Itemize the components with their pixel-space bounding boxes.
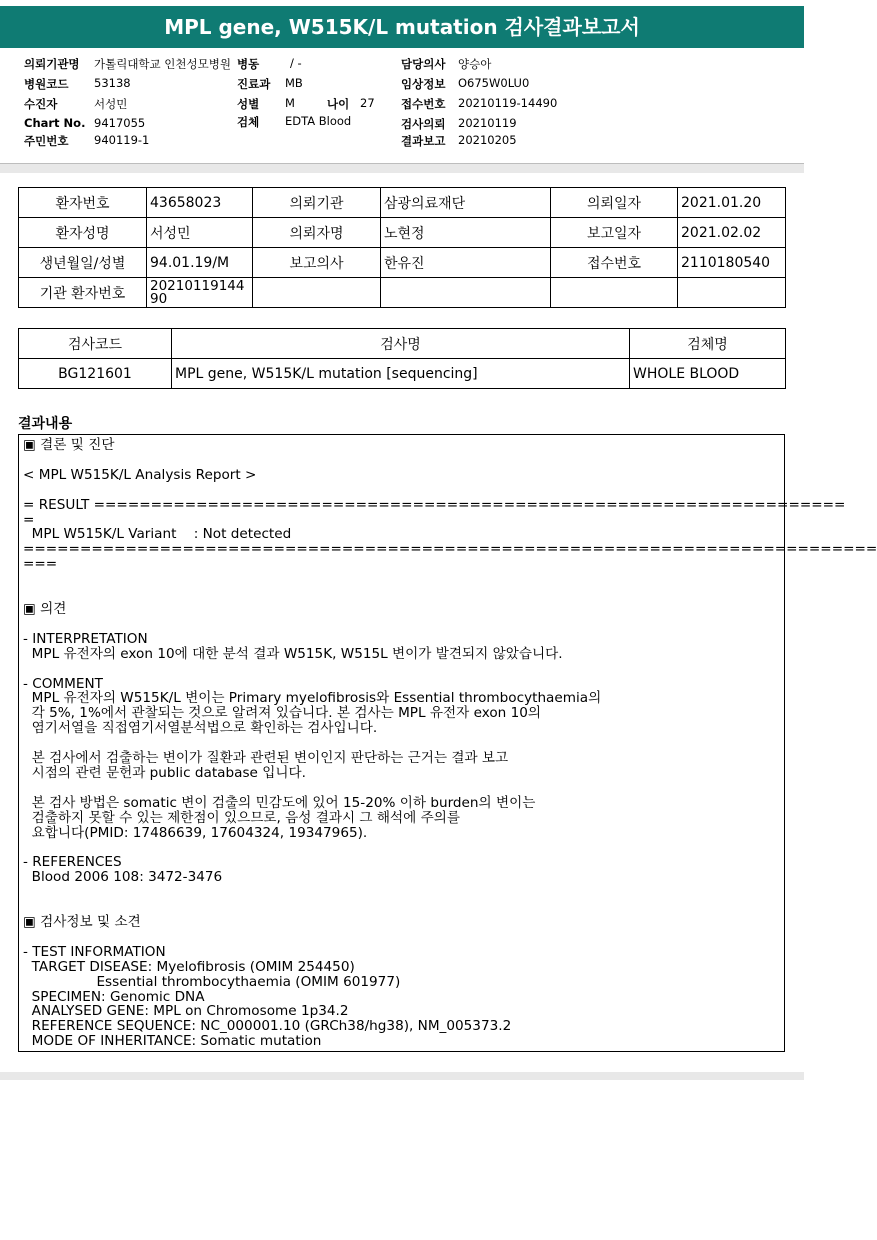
- patient-name-label: 환자성명: [19, 218, 147, 248]
- report-meta: [0, 52, 804, 164]
- rrn-value: 940119-1: [94, 133, 150, 147]
- org-patient-no-label: 기관 환자번호: [19, 278, 147, 308]
- patient-no-value: 43658023: [147, 188, 253, 218]
- hospital-code-value: 53138: [94, 76, 131, 90]
- result-line: [23, 453, 877, 468]
- separator-band: [0, 164, 804, 173]
- receipt-value: 20210119-14490: [458, 96, 558, 110]
- result-line: MPL 유전자의 W515K/L 변이는 Primary myelofibrosis와 Essential thrombocythaemia의: [23, 690, 602, 707]
- dept-label: 진료과: [237, 77, 271, 91]
- accession-no-label: 접수번호: [551, 248, 678, 278]
- result-line: [23, 483, 877, 498]
- empty-cell: [381, 278, 551, 308]
- result-line: [23, 572, 877, 587]
- test-name-value: MPL gene, W515K/L mutation [sequencing]: [172, 359, 630, 389]
- birth-sex-label: 생년월일/성별: [19, 248, 147, 278]
- result-line: [23, 781, 877, 796]
- table-row: [19, 278, 786, 308]
- report-date-label: 결과보고: [401, 134, 446, 148]
- test-code-value: BG121601: [19, 359, 172, 389]
- request-date-label: 의뢰일자: [551, 188, 678, 218]
- result-line: 검출하지 못할 수 있는 제한점이 있으므로, 음성 결과시 그 해석에 주의를: [23, 809, 460, 826]
- result-line: [23, 885, 877, 900]
- result-line: ▣ 결론 및 진단: [23, 437, 115, 453]
- request-value: 20210119: [458, 116, 517, 130]
- result-line: 요합니다(PMID: 17486639, 17604324, 19347965).: [23, 824, 368, 841]
- table-row: [19, 359, 786, 389]
- result-line: [23, 587, 877, 602]
- request-date-value: 2021.01.20: [678, 188, 786, 218]
- result-line: =: [23, 511, 35, 528]
- result-line: TARGET DISEASE: Myelofibrosis (OMIM 254450): [23, 958, 355, 975]
- result-line: 염기서열을 직접염기서열분석법으로 확인하는 검사입니다.: [23, 720, 378, 737]
- sex-value: M: [285, 96, 295, 110]
- result-line: MODE OF INHERITANCE: Somatic mutation: [23, 1033, 322, 1050]
- patient-no-label: 환자번호: [19, 188, 147, 218]
- result-line: [23, 840, 877, 855]
- clinical-value: O675W0LU0: [458, 76, 530, 90]
- result-content-box: [18, 434, 877, 1052]
- result-line: ANALYSED GENE: MPL on Chromosome 1p34.2: [23, 1003, 349, 1020]
- result-line: ▣ 검사정보 및 소견: [23, 914, 141, 930]
- specimen-value: EDTA Blood: [285, 114, 352, 128]
- result-line: 본 검사에서 검출하는 변이가 질환과 관련된 변이인지 판단하는 근거는 결과 보고: [23, 750, 509, 767]
- specimen-name-value: WHOLE BLOOD: [630, 359, 786, 389]
- result-line: Essential thrombocythaemia (OMIM 601977): [23, 973, 401, 990]
- report-date-value: 2021.02.02: [678, 218, 786, 248]
- result-line: Blood 2006 108: 3472-3476: [23, 869, 223, 886]
- rrn-label: 주민번호: [24, 134, 69, 148]
- table-row: [19, 188, 786, 218]
- result-line: < MPL W515K/L Analysis Report >: [23, 466, 257, 483]
- result-line: [23, 662, 877, 677]
- result-line: ===========================================================================: [23, 541, 877, 558]
- specimen-label: 검체: [237, 115, 260, 129]
- org-patient-no-value: 2021011914490: [147, 278, 253, 308]
- patient-label: 수진자: [24, 97, 58, 111]
- clinical-label: 임상정보: [401, 77, 446, 91]
- requester-value: 노현정: [381, 218, 551, 248]
- result-line: [23, 930, 877, 945]
- report-date-value: 20210205: [458, 133, 517, 147]
- result-line: MPL 유전자의 exon 10에 대한 분석 결과 W515K, W515L 변이가 발견되지 않았습니다.: [23, 645, 563, 662]
- doctor-label: 담당의사: [401, 57, 446, 71]
- result-line: 본 검사 방법은 somatic 변이 검출의 민감도에 있어 15-20% 이하 burden의 변이는: [23, 794, 536, 811]
- table-row: [19, 248, 786, 278]
- requesting-org-label: 의뢰기관: [253, 188, 381, 218]
- result-line: [23, 617, 877, 632]
- age-label: 나이: [327, 97, 350, 111]
- result-line: ===: [23, 556, 58, 573]
- chart-label: Chart No.: [24, 116, 86, 130]
- requester-label: 의뢰자명: [253, 218, 381, 248]
- empty-cell: [253, 278, 381, 308]
- institution-label: 의뢰기관명: [24, 57, 80, 71]
- result-line: 각 5%, 1%에서 관찰되는 것으로 알려져 있습니다. 본 검사는 MPL 유전자 exon 10의: [23, 705, 542, 722]
- result-line: - INTERPRETATION: [23, 630, 148, 647]
- ward-label: 병동: [237, 57, 260, 71]
- accession-no-value: 2110180540: [678, 248, 786, 278]
- test-name-header: 검사명: [172, 329, 630, 359]
- result-line: - COMMENT: [23, 675, 103, 692]
- patient-info-table: [18, 187, 786, 308]
- birth-sex-value: 94.01.19/M: [147, 248, 253, 278]
- table-header-row: [19, 329, 786, 359]
- result-line: - TEST INFORMATION: [23, 943, 166, 960]
- footer-band: [0, 1072, 804, 1080]
- result-line: [23, 900, 877, 915]
- request-label: 검사의뢰: [401, 117, 446, 131]
- doctor-value: 양승아: [458, 57, 492, 71]
- report-date-label: 보고일자: [551, 218, 678, 248]
- hospital-code-label: 병원코드: [24, 77, 69, 91]
- specimen-name-header: 검체명: [630, 329, 786, 359]
- patient-name-value: 서성민: [147, 218, 253, 248]
- result-line: - REFERENCES: [23, 854, 122, 871]
- result-line: MPL W515K/L Variant : Not detected: [23, 526, 292, 543]
- test-info-table: [18, 328, 786, 389]
- dept-value: MB: [285, 76, 303, 90]
- result-line: = RESULT ==================================================================: [23, 496, 846, 513]
- chart-value: 9417055: [94, 116, 146, 130]
- result-line: 시점의 관련 문헌과 public database 입니다.: [23, 764, 306, 781]
- receipt-label: 접수번호: [401, 97, 446, 111]
- result-heading: 결과내용: [18, 416, 73, 432]
- patient-value: 서성민: [94, 97, 128, 111]
- reporting-doctor-value: 한유진: [381, 248, 551, 278]
- empty-cell: [678, 278, 786, 308]
- empty-cell: [551, 278, 678, 308]
- age-value: 27: [360, 96, 375, 110]
- table-row: [19, 218, 786, 248]
- sex-label: 성별: [237, 97, 260, 111]
- institution-value: 가톨릭대학교 인천성모병원: [94, 57, 231, 71]
- result-line: SPECIMEN: Genomic DNA: [23, 988, 205, 1005]
- ward-value: / -: [290, 56, 302, 70]
- reporting-doctor-label: 보고의사: [253, 248, 381, 278]
- result-text: [23, 438, 877, 1049]
- result-line: REFERENCE SEQUENCE: NC_000001.10 (GRCh38/hg38), NM_005373.2: [23, 1018, 512, 1035]
- result-line: ▣ 의견: [23, 600, 67, 617]
- result-line: [23, 736, 877, 751]
- requesting-org-value: 삼광의료재단: [381, 188, 551, 218]
- report-title: MPL gene, W515K/L mutation 검사결과보고서: [0, 6, 804, 48]
- test-code-header: 검사코드: [19, 329, 172, 359]
